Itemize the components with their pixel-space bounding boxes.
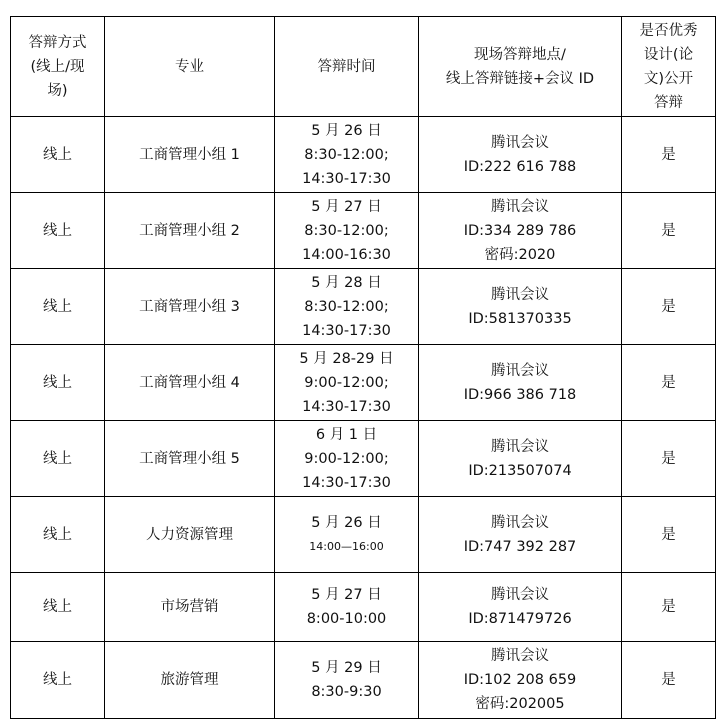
location-line: 腾讯会议	[491, 587, 549, 603]
location-line: 密码:2020	[484, 246, 556, 263]
header-location-line: 现场答辩地点/	[474, 46, 566, 63]
time-line: 8:30-12:00;	[304, 146, 389, 163]
location-line: 腾讯会议	[491, 362, 549, 379]
time-line: 8:00-10:00	[306, 611, 387, 627]
cell-major: 工商管理小组 2	[105, 193, 275, 269]
table-row	[11, 269, 716, 345]
time-line: 9:00-12:00;	[304, 374, 389, 391]
cell-location	[419, 193, 622, 269]
location-line: ID:966 386 718	[463, 386, 577, 403]
cell-major: 工商管理小组 3	[105, 269, 275, 345]
cell-mode: 线上	[11, 573, 105, 642]
time-line: 14:00-16:30	[302, 246, 391, 263]
location-line: 密码:202005	[475, 696, 565, 712]
location-line: ID:747 392 287	[463, 538, 577, 555]
cell-mode: 线上	[11, 642, 105, 719]
header-time	[275, 17, 419, 117]
time-line: 8:30-12:00;	[304, 298, 389, 315]
table-header-row	[11, 17, 716, 117]
cell-major: 工商管理小组 5	[105, 421, 275, 497]
cell-time	[275, 497, 419, 573]
cell-public: 是	[622, 117, 716, 193]
time-line: 5 月 27 日	[311, 198, 382, 215]
cell-time	[275, 573, 419, 642]
cell-location	[419, 497, 622, 573]
time-line: 14:00—16:00	[309, 539, 384, 553]
cell-major: 工商管理小组 1	[105, 117, 275, 193]
time-line: 5 月 26 日	[311, 514, 382, 531]
cell-mode: 线上	[11, 117, 105, 193]
header-mode-line: 场)	[47, 82, 68, 99]
location-line: 腾讯会议	[491, 134, 549, 151]
header-mode-line: 答辩方式	[28, 34, 87, 51]
location-line: ID:213507074	[468, 462, 572, 479]
cell-mode: 线上	[11, 269, 105, 345]
cell-mode: 线上	[11, 193, 105, 269]
cell-major: 工商管理小组 4	[105, 345, 275, 421]
cell-major: 旅游管理	[105, 642, 275, 719]
header-major-line: 专业	[175, 58, 204, 75]
header-location-line: 线上答辩链接+会议 ID	[445, 70, 595, 87]
cell-public: 是	[622, 269, 716, 345]
header-mode-line: (线上/现	[30, 58, 85, 75]
location-line: 腾讯会议	[491, 648, 549, 664]
location-line: 腾讯会议	[491, 286, 549, 303]
location-line: ID:102 208 659	[463, 672, 577, 688]
time-line: 5 月 28-29 日	[299, 350, 394, 367]
cell-location	[419, 573, 622, 642]
time-line: 8:30-9:30	[311, 684, 382, 700]
cell-location	[419, 269, 622, 345]
table-row	[11, 421, 716, 497]
cell-location	[419, 421, 622, 497]
time-line: 6 月 1 日	[315, 426, 378, 443]
time-line: 5 月 28 日	[311, 274, 382, 291]
header-public	[622, 17, 716, 117]
cell-major: 人力资源管理	[105, 497, 275, 573]
header-major	[105, 17, 275, 117]
header-mode	[11, 17, 105, 117]
time-line: 9:00-12:00;	[304, 450, 389, 467]
cell-location	[419, 117, 622, 193]
time-line: 14:30-17:30	[302, 474, 391, 491]
time-line: 5 月 27 日	[311, 587, 382, 603]
cell-public: 是	[622, 573, 716, 642]
table-row	[11, 642, 716, 719]
cell-location	[419, 345, 622, 421]
location-line: ID:581370335	[468, 310, 572, 327]
time-line: 14:30-17:30	[302, 398, 391, 415]
table-row	[11, 345, 716, 421]
cell-public: 是	[622, 345, 716, 421]
cell-major: 市场营销	[105, 573, 275, 642]
cell-time	[275, 269, 419, 345]
cell-time	[275, 642, 419, 719]
time-line: 5 月 29 日	[311, 660, 382, 676]
location-line: 腾讯会议	[491, 514, 549, 531]
table-row	[11, 193, 716, 269]
time-line: 14:30-17:30	[302, 170, 391, 187]
location-line: ID:222 616 788	[463, 158, 577, 175]
cell-mode: 线上	[11, 497, 105, 573]
header-time-line: 答辩时间	[317, 58, 376, 75]
defense-schedule-table	[10, 16, 716, 719]
location-line: ID:871479726	[468, 611, 572, 627]
cell-public: 是	[622, 642, 716, 719]
time-line: 14:30-17:30	[302, 322, 391, 339]
location-line: ID:334 289 786	[463, 222, 577, 239]
table-row	[11, 117, 716, 193]
cell-time	[275, 421, 419, 497]
location-line: 腾讯会议	[491, 438, 549, 455]
table-row	[11, 573, 716, 642]
table-row	[11, 497, 716, 573]
header-public-line: 文)公开	[643, 70, 694, 87]
header-location	[419, 17, 622, 117]
header-public-line: 设计(论	[643, 46, 694, 63]
cell-public: 是	[622, 421, 716, 497]
cell-mode: 线上	[11, 421, 105, 497]
location-line: 腾讯会议	[491, 198, 549, 215]
cell-time	[275, 117, 419, 193]
time-line: 8:30-12:00;	[304, 222, 389, 239]
cell-time	[275, 193, 419, 269]
cell-public: 是	[622, 193, 716, 269]
cell-public: 是	[622, 497, 716, 573]
cell-location	[419, 642, 622, 719]
cell-time	[275, 345, 419, 421]
cell-mode: 线上	[11, 345, 105, 421]
header-public-line: 是否优秀	[639, 22, 698, 39]
time-line: 5 月 26 日	[311, 122, 382, 139]
header-public-line: 答辩	[654, 94, 683, 111]
